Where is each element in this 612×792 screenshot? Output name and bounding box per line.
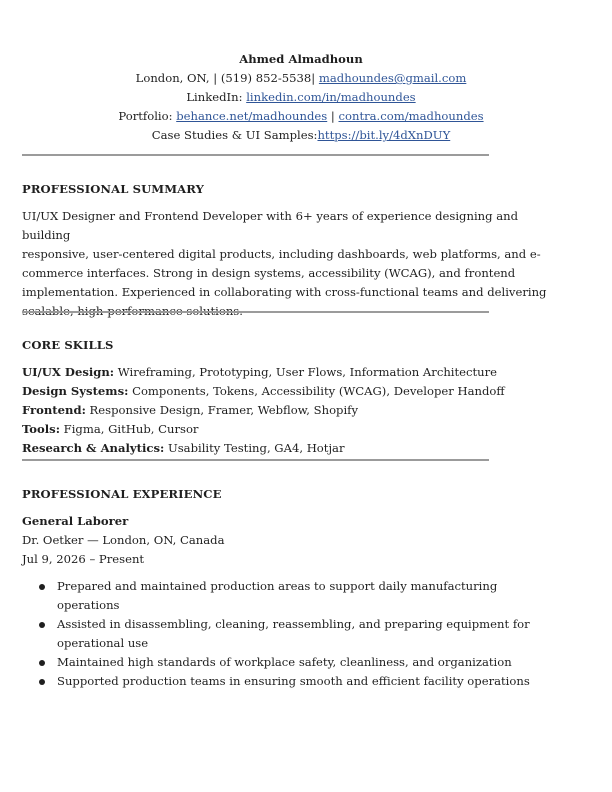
- candidate-name: Ahmed Almadhoun: [239, 52, 363, 66]
- linkedin-label: LinkedIn:: [186, 90, 243, 104]
- bullet-icon: [39, 660, 45, 666]
- summary-heading: PROFESSIONAL SUMMARY: [22, 182, 205, 196]
- contact-line: [0, 69, 602, 88]
- bullet-text: Assisted in disassembling, cleaning, reassembling, and preparing equipment for: [57, 617, 530, 631]
- bullet-item: [22, 615, 562, 653]
- job-company: Dr. Oetker — London, ON, Canada: [22, 533, 225, 547]
- contra-link[interactable]: contra.com/madhoundes: [338, 109, 484, 123]
- bullet-item: [22, 653, 562, 672]
- behance-link[interactable]: behance.net/madhoundes: [176, 109, 328, 123]
- divider: [22, 311, 489, 313]
- skill-key: Design Systems:: [22, 384, 129, 398]
- skills-list: [22, 363, 562, 458]
- summary-line: scalable, high-performance solutions.: [22, 304, 243, 318]
- contact-header: [0, 50, 602, 145]
- linkedin-line: [0, 88, 602, 107]
- bullet-text: Prepared and maintained production areas to support daily manufacturing operations: [57, 579, 498, 612]
- skill-value: Responsive Design, Framer, Webflow, Shopify: [85, 403, 359, 417]
- summary-line: responsive, user-centered digital products, including dashboards, web platforms, and e-: [22, 247, 541, 261]
- job-title: General Laborer: [22, 514, 129, 528]
- email-link[interactable]: madhoundes@gmail.com: [318, 71, 467, 85]
- bullet-item: [22, 672, 562, 691]
- skill-key: UI/UX Design:: [22, 365, 115, 379]
- linkedin-link[interactable]: linkedin.com/in/madhoundes: [246, 90, 416, 104]
- portfolio-separator: |: [330, 109, 335, 123]
- skill-row: [22, 420, 562, 439]
- summary-line: implementation. Experienced in collaborating with cross-functional teams and delivering: [22, 285, 547, 299]
- job-bullets: [22, 577, 562, 691]
- portfolio-label: Portfolio:: [118, 109, 173, 123]
- bullet-text: Maintained high standards of workplace safety, cleanliness, and organization: [57, 655, 512, 669]
- skill-value: Figma, GitHub, Cursor: [59, 422, 199, 436]
- summary-line: UI/UX Designer and Frontend Developer with 6+ years of experience designing and building: [22, 209, 519, 242]
- bullet-icon: [39, 622, 45, 628]
- skill-key: Tools:: [22, 422, 60, 436]
- skill-row: [22, 439, 562, 458]
- summary-line: commerce interfaces. Strong in design systems, accessibility (WCAG), and frontend: [22, 266, 516, 280]
- bullet-text: Supported production teams in ensuring smooth and efficient facility operations: [57, 674, 530, 688]
- skill-value: Components, Tokens, Accessibility (WCAG), Developer Handoff: [128, 384, 505, 398]
- experience-heading: PROFESSIONAL EXPERIENCE: [22, 487, 222, 501]
- case-studies-line: [0, 126, 602, 145]
- bullet-icon: [39, 584, 45, 590]
- divider: [22, 459, 489, 461]
- skill-key: Frontend:: [22, 403, 86, 417]
- skill-key: Research & Analytics:: [22, 441, 165, 455]
- bullet-item: [22, 577, 562, 615]
- case-studies-link[interactable]: https://bit.ly/4dXnDUY: [317, 128, 451, 142]
- skills-heading: CORE SKILLS: [22, 338, 114, 352]
- job-dates: Jul 9, 2026 – Present: [22, 552, 145, 566]
- location-phone: London, ON, | (519) 852-5538|: [135, 71, 316, 85]
- summary-paragraph: [22, 207, 558, 321]
- skill-row: [22, 382, 562, 401]
- skill-row: [22, 401, 562, 420]
- job-entry: [22, 512, 562, 569]
- divider: [22, 154, 489, 156]
- skill-value: Usability Testing, GA4, Hotjar: [164, 441, 345, 455]
- skill-row: [22, 363, 562, 382]
- bullet-text-continued: operational use: [57, 636, 149, 650]
- skill-value: Wireframing, Prototyping, User Flows, Information Architecture: [114, 365, 498, 379]
- portfolio-line: [0, 107, 602, 126]
- bullet-icon: [39, 679, 45, 685]
- case-studies-label: Case Studies & UI Samples:: [151, 128, 318, 142]
